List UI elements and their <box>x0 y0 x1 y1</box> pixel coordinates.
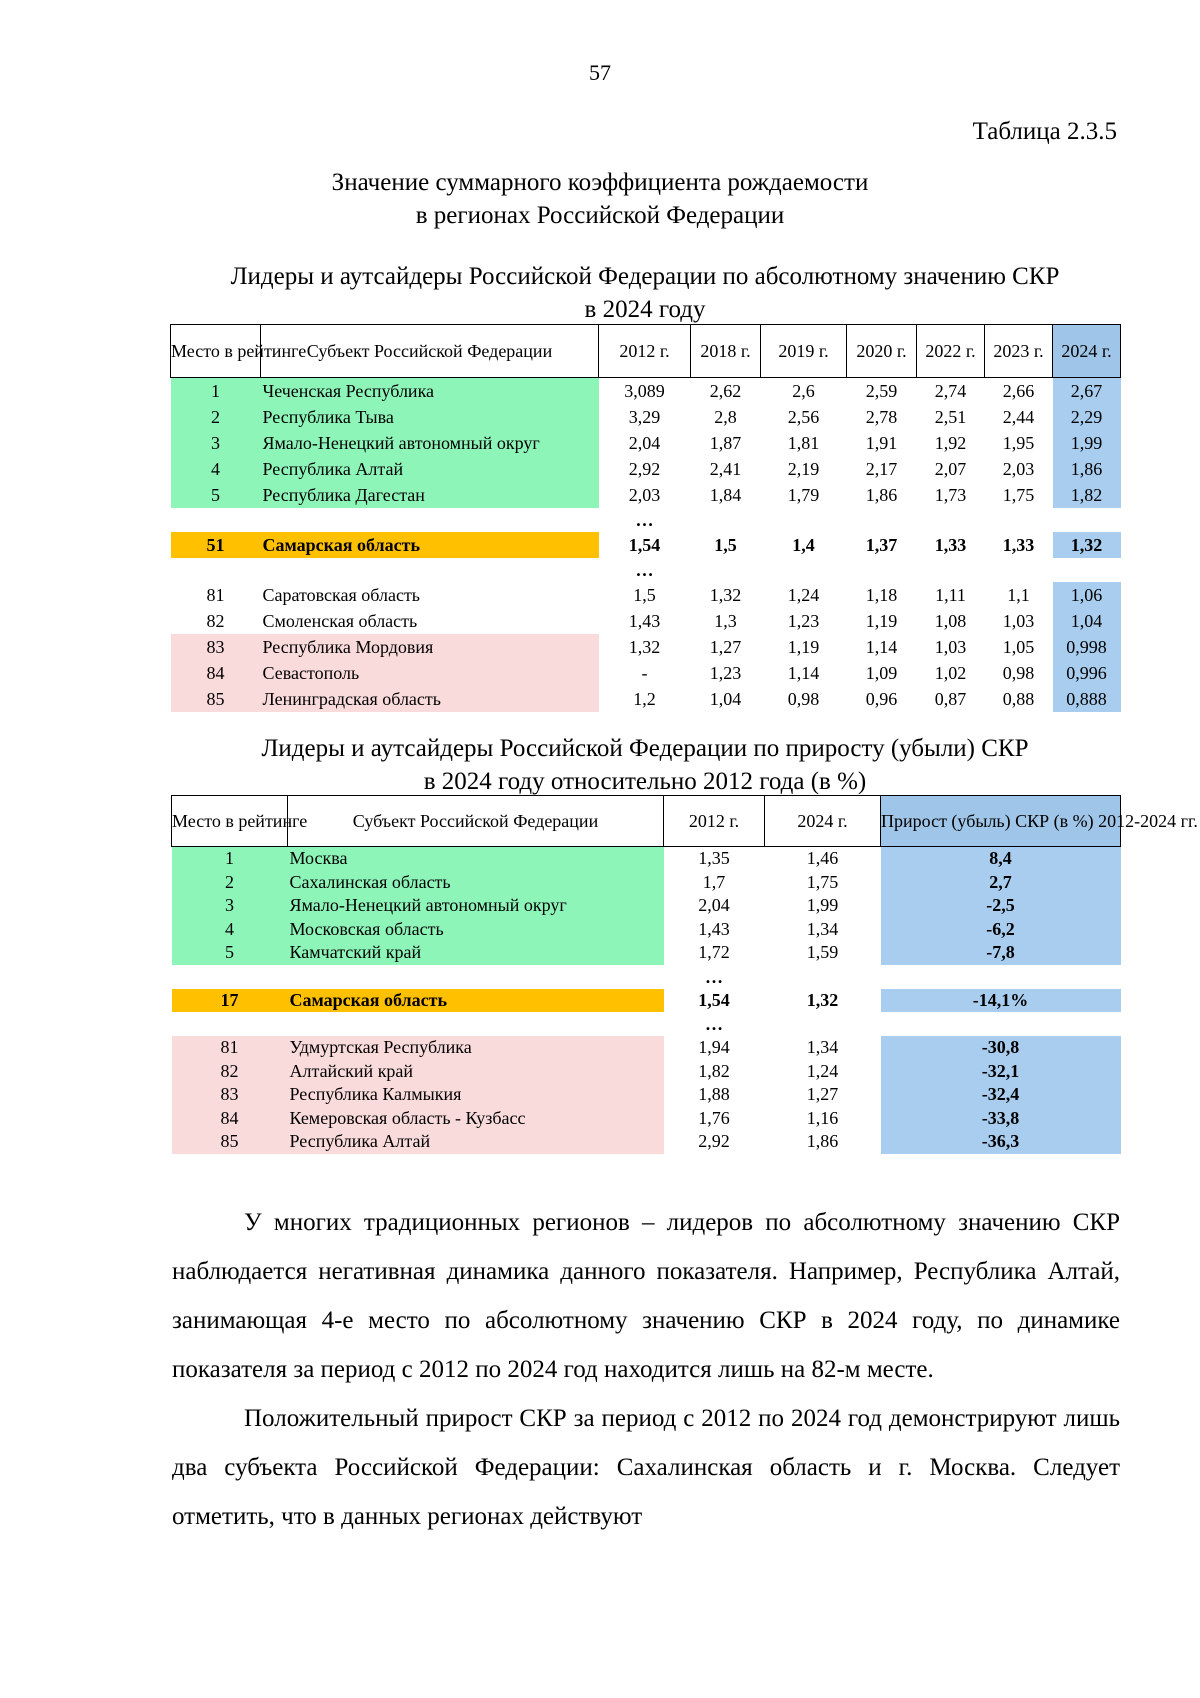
spacer-cell <box>881 965 1121 989</box>
paragraph: Положительный прирост СКР за период с 2012 по 2024 год демонстрируют лишь два субъекта Российской Федерации: Сахалинская область и г. Москва. Следует отметить, что в данных регионах действуют <box>172 1405 1120 1530</box>
table1-ellipsis-row <box>171 508 1121 532</box>
value-cell: 1,19 <box>787 636 820 657</box>
spacer-cell <box>171 508 261 532</box>
value-cell: 1,94 <box>698 1037 730 1058</box>
value-cell: 2,67 <box>1053 378 1121 405</box>
value-cell: 2,8 <box>714 406 737 427</box>
value-cell: 1,14 <box>787 662 820 683</box>
rank-cell: 81 <box>172 1036 288 1060</box>
value-cell: 1,08 <box>934 610 967 631</box>
value-cell: -7,8 <box>881 941 1121 965</box>
value-cell: 2,92 <box>628 458 661 479</box>
value-cell: 3,29 <box>628 406 661 427</box>
spacer-cell <box>761 558 847 582</box>
table2-ellipsis-row <box>172 965 1121 989</box>
table2-header-cell: Субъект Российской Федерации <box>288 796 664 847</box>
value-cell: 0,98 <box>1002 662 1035 683</box>
value-cell: -36,3 <box>881 1130 1121 1154</box>
value-cell: -33,8 <box>881 1107 1121 1131</box>
table2-header-cell: Прирост (убыль) СКР (в %) 2012-2024 гг. <box>881 796 1121 847</box>
table1-ellipsis-row <box>171 558 1121 582</box>
value-cell: 1,34 <box>806 1037 839 1058</box>
rank-cell: 4 <box>171 456 261 482</box>
region-cell: Ленинградская область <box>261 686 599 712</box>
value-cell: 1,86 <box>1053 456 1121 482</box>
ellipsis: … <box>705 966 723 987</box>
value-cell: 0,996 <box>1053 660 1121 686</box>
value-cell: 1,03 <box>1002 610 1035 631</box>
value-cell: 2,66 <box>1002 380 1035 401</box>
value-cell: 2,62 <box>709 380 742 401</box>
region-cell: Камчатский край <box>288 941 664 965</box>
spacer-cell <box>985 508 1053 532</box>
value-cell: 0,888 <box>1053 686 1121 712</box>
region-cell: Смоленская область <box>262 610 418 631</box>
region-cell: Самарская область <box>288 989 664 1013</box>
table-absolute-tfr <box>170 324 1121 712</box>
rank-cell: 51 <box>171 532 261 558</box>
region-cell: Ямало-Ненецкий автономный округ <box>288 894 664 918</box>
value-cell: 1,5 <box>714 534 737 555</box>
table2-header-cell: 2012 г. <box>664 796 765 847</box>
table1-row <box>171 482 1121 508</box>
region-cell: Республика Тыва <box>261 404 599 430</box>
table1-title-line-1: Лидеры и аутсайдеры Российской Федерации по абсолютному значению СКР <box>230 263 1060 290</box>
value-cell: 1,32 <box>628 636 661 657</box>
value-cell: 3,089 <box>624 380 665 401</box>
table2-ellipsis-row <box>172 1012 1121 1036</box>
spacer-cell <box>171 558 261 582</box>
main-title-line-1: Значение суммарного коэффициента рождаемости <box>331 169 869 196</box>
table1-header-cell: 2023 г. <box>985 325 1053 378</box>
region-cell: Чеченская Республика <box>261 378 599 405</box>
table2-row <box>172 941 1121 965</box>
rank-cell: 83 <box>171 634 261 660</box>
value-cell: 1,02 <box>934 662 967 683</box>
value-cell: 2,51 <box>934 406 967 427</box>
table1-row <box>171 660 1121 686</box>
value-cell: 1,19 <box>865 610 898 631</box>
region-cell: Московская область <box>288 918 664 942</box>
rank-cell: 85 <box>172 1130 288 1154</box>
region-cell: Москва <box>288 847 664 871</box>
region-cell: Кемеровская область - Кузбасс <box>288 1107 664 1131</box>
spacer-cell <box>1053 508 1121 532</box>
value-cell: 1,23 <box>709 662 742 683</box>
table2-row <box>172 1130 1121 1154</box>
value-cell: 2,78 <box>865 406 898 427</box>
table1-row <box>171 430 1121 456</box>
value-cell: 1,33 <box>934 534 967 555</box>
value-cell: 1,43 <box>628 610 661 631</box>
table1-header-cell: 2024 г. <box>1053 325 1121 378</box>
table2-row <box>172 1083 1121 1107</box>
rank-cell: 2 <box>172 871 288 895</box>
region-cell: Сахалинская область <box>288 871 664 895</box>
value-cell: 1,35 <box>698 848 730 869</box>
table1-row <box>171 532 1121 558</box>
value-cell: 1,14 <box>865 636 898 657</box>
table1-row <box>171 686 1121 712</box>
value-cell: 1,24 <box>787 584 820 605</box>
value-cell: 1,5 <box>633 584 656 605</box>
value-cell: 1,54 <box>698 989 730 1010</box>
value-cell: 8,4 <box>881 847 1121 871</box>
value-cell: 1,34 <box>806 918 839 939</box>
value-cell: 2,6 <box>792 380 815 401</box>
region-cell: Самарская область <box>261 532 599 558</box>
value-cell: 0,88 <box>1002 688 1035 709</box>
table1-row <box>171 582 1121 608</box>
spacer-cell <box>1053 558 1121 582</box>
spacer-cell <box>847 508 917 532</box>
table2-row <box>172 847 1121 871</box>
spacer-cell <box>288 965 664 989</box>
value-cell: 1,75 <box>806 871 839 892</box>
region-cell: Республика Мордовия <box>261 634 599 660</box>
value-cell: 1,18 <box>865 584 898 605</box>
table1-row <box>171 378 1121 405</box>
table1-title-line-2: в 2024 году <box>584 296 706 323</box>
value-cell: 0,96 <box>865 688 898 709</box>
value-cell: 1,16 <box>806 1107 839 1128</box>
table2-row <box>172 918 1121 942</box>
value-cell: 1,05 <box>1002 636 1035 657</box>
rank-cell: 82 <box>172 1060 288 1084</box>
spacer-cell <box>881 1012 1121 1036</box>
value-cell: 1,75 <box>1002 484 1035 505</box>
value-cell: 1,87 <box>709 432 742 453</box>
value-cell: 1,3 <box>714 610 737 631</box>
rank-cell: 84 <box>172 1107 288 1131</box>
value-cell: 1,79 <box>787 484 820 505</box>
value-cell: 1,27 <box>709 636 742 657</box>
value-cell: 1,4 <box>792 534 815 555</box>
region-cell: Республика Алтай <box>288 1130 664 1154</box>
region-cell: Республика Калмыкия <box>288 1083 664 1107</box>
spacer-cell <box>172 1012 288 1036</box>
value-cell: 2,04 <box>628 432 661 453</box>
value-cell: 1,86 <box>865 484 898 505</box>
value-cell: 1,72 <box>698 942 730 963</box>
value-cell: 1,32 <box>1053 532 1121 558</box>
spacer-cell <box>761 508 847 532</box>
value-cell: 2,74 <box>934 380 967 401</box>
value-cell: 1,73 <box>934 484 967 505</box>
rank-cell: 2 <box>171 404 261 430</box>
table1-header-row <box>171 325 1121 378</box>
value-cell: 0,98 <box>787 688 820 709</box>
value-cell: 2,17 <box>865 458 898 479</box>
table2-header-row <box>172 796 1121 847</box>
table2-row <box>172 1060 1121 1084</box>
table2-header-cell: 2024 г. <box>765 796 881 847</box>
spacer-cell <box>765 1012 881 1036</box>
rank-cell: 83 <box>172 1083 288 1107</box>
ellipsis: … <box>635 560 654 580</box>
rank-cell: 81 <box>206 584 225 605</box>
value-cell: 1,95 <box>1002 432 1035 453</box>
table1-header-cell: 2019 г. <box>761 325 847 378</box>
value-cell: -2,5 <box>881 894 1121 918</box>
table1-row <box>171 404 1121 430</box>
rank-cell: 84 <box>171 660 261 686</box>
value-cell: 2,03 <box>628 484 661 505</box>
value-cell: 0,87 <box>934 688 967 709</box>
value-cell: 1,04 <box>709 688 742 709</box>
value-cell: 2,92 <box>698 1131 730 1152</box>
region-cell: Севастополь <box>261 660 599 686</box>
value-cell: 1,82 <box>698 1060 730 1081</box>
table2-title <box>170 732 1120 798</box>
ellipsis: … <box>705 1014 723 1034</box>
value-cell: 1,04 <box>1053 608 1121 634</box>
table1-header-cell: 2020 г. <box>847 325 917 378</box>
value-cell: 1,59 <box>806 942 839 963</box>
spacer-cell <box>765 965 881 989</box>
value-cell: 1,1 <box>1007 584 1030 605</box>
region-cell: Республика Алтай <box>261 456 599 482</box>
value-cell: 2,56 <box>787 406 820 427</box>
rank-cell: 3 <box>171 430 261 456</box>
value-cell: -32,4 <box>881 1083 1121 1107</box>
value-cell: 1,92 <box>934 432 967 453</box>
value-cell: 1,06 <box>1053 582 1121 608</box>
value-cell: 2,03 <box>1002 458 1035 479</box>
rank-cell: 1 <box>172 847 288 871</box>
spacer-cell <box>288 1012 664 1036</box>
table1-header-cell: Субъект Российской Федерации <box>261 325 599 378</box>
value-cell: 1,03 <box>934 636 967 657</box>
value-cell: 1,11 <box>935 584 966 605</box>
spacer-cell <box>691 508 761 532</box>
value-cell: 1,86 <box>806 1131 839 1152</box>
paragraph: У многих традиционных регионов – лидеров по абсолютному значению СКР наблюдается негативная динамика данного показателя. Например, Республика Алтай, занимающая 4-е место по абсолютному значению СКР в 2024 году, по динамике показателя за период с 2012 по 2024 год находится лишь на 82-м месте. <box>172 1209 1120 1383</box>
value-cell: 2,41 <box>709 458 742 479</box>
table2-header-cell: Место в рейтинге <box>172 796 288 847</box>
rank-cell: 5 <box>171 482 261 508</box>
value-cell: 0,998 <box>1053 634 1121 660</box>
region-cell: Саратовская область <box>262 584 421 605</box>
table2-title-line-2: в 2024 году относительно 2012 года (в %) <box>423 768 867 795</box>
spacer-cell <box>985 558 1053 582</box>
table-label: Таблица 2.3.5 <box>972 118 1117 145</box>
page-number: 57 <box>589 60 611 85</box>
table-tfr-growth <box>171 795 1198 1154</box>
value-cell: 1,32 <box>709 584 742 605</box>
table2-row <box>172 1107 1121 1131</box>
value-cell: 2,04 <box>698 895 730 916</box>
main-title <box>0 166 1200 232</box>
rank-cell: 4 <box>172 918 288 942</box>
value-cell: 1,24 <box>806 1060 839 1081</box>
value-cell: 1,81 <box>787 432 820 453</box>
table1-title <box>170 260 1120 326</box>
table2-row <box>172 894 1121 918</box>
value-cell: -30,8 <box>881 1036 1121 1060</box>
value-cell: 2,07 <box>934 458 967 479</box>
value-cell: 1,33 <box>1002 534 1035 555</box>
rank-cell: 5 <box>172 941 288 965</box>
spacer-cell <box>261 508 599 532</box>
table1-header-cell: 2012 г. <box>599 325 691 378</box>
value-cell: 1,88 <box>698 1084 730 1105</box>
region-cell: Республика Дагестан <box>261 482 599 508</box>
table2-row <box>172 1036 1121 1060</box>
rank-cell: 1 <box>171 378 261 405</box>
value-cell: 2,29 <box>1053 404 1121 430</box>
value-cell: 1,99 <box>806 895 839 916</box>
region-cell: Удмуртская Республика <box>288 1036 664 1060</box>
table2-title-line-1: Лидеры и аутсайдеры Российской Федерации по приросту (убыли) СКР <box>261 735 1029 762</box>
ellipsis: … <box>635 510 654 530</box>
value-cell: 1,23 <box>787 610 820 631</box>
value-cell: 1,09 <box>865 662 898 683</box>
value-cell: 2,19 <box>787 458 820 479</box>
value-cell: 1,91 <box>865 432 898 453</box>
main-title-line-2: в регионах Российской Федерации <box>415 202 785 229</box>
value-cell: 1,7 <box>702 871 726 892</box>
table1-header-cell: 2022 г. <box>917 325 985 378</box>
table2-row <box>172 871 1121 895</box>
value-cell: 1,27 <box>806 1084 839 1105</box>
table1-row <box>171 608 1121 634</box>
value-cell: -32,1 <box>881 1060 1121 1084</box>
spacer-cell <box>847 558 917 582</box>
table1-row <box>171 634 1121 660</box>
value-cell: -14,1% <box>881 989 1121 1013</box>
value-cell: 1,46 <box>806 848 839 869</box>
value-cell: 1,84 <box>709 484 742 505</box>
rank-cell: 82 <box>206 610 225 631</box>
spacer-cell <box>691 558 761 582</box>
table2-row <box>172 989 1121 1013</box>
value-cell: 2,7 <box>881 871 1121 895</box>
rank-cell: 3 <box>172 894 288 918</box>
region-cell: Ямало-Ненецкий автономный округ <box>261 430 599 456</box>
rank-cell: 85 <box>171 686 261 712</box>
body-text <box>172 1198 1120 1541</box>
spacer-cell <box>917 558 985 582</box>
value-cell: 1,2 <box>633 688 656 709</box>
value-cell: -6,2 <box>881 918 1121 942</box>
spacer-cell <box>261 558 599 582</box>
region-cell: Алтайский край <box>288 1060 664 1084</box>
value-cell: - <box>641 662 648 683</box>
spacer-cell <box>917 508 985 532</box>
value-cell: 1,82 <box>1053 482 1121 508</box>
value-cell: 1,99 <box>1053 430 1121 456</box>
rank-cell: 17 <box>172 989 288 1013</box>
value-cell: 1,43 <box>698 918 730 939</box>
table1-row <box>171 456 1121 482</box>
spacer-cell <box>172 965 288 989</box>
table1-header-cell: 2018 г. <box>691 325 761 378</box>
value-cell: 1,32 <box>806 989 839 1010</box>
table1-header-cell: Место в рейтинге <box>171 325 261 378</box>
value-cell: 2,44 <box>1002 406 1035 427</box>
value-cell: 1,54 <box>628 534 661 555</box>
value-cell: 1,76 <box>698 1107 730 1128</box>
value-cell: 1,37 <box>865 534 898 555</box>
value-cell: 2,59 <box>865 380 898 401</box>
